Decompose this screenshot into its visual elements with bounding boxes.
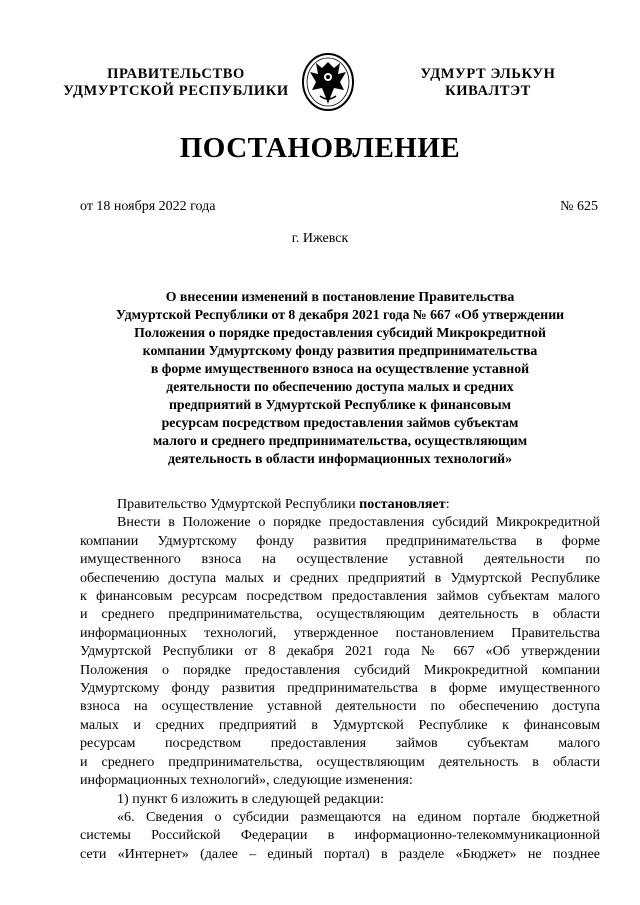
intro-colon: : [445,496,450,512]
body-line: Удмуртской Республики от 8 декабря 2021 года № 667 «Об утверждении [80,643,600,660]
document-body [80,495,600,863]
issuer-line: КИВАЛТЭТ [445,83,531,99]
intro-text: Правительство Удмуртской Республики [117,496,360,512]
subject-line: деятельности по обеспечению доступа малых и средних [166,379,514,394]
body-line: информационных технологий, утвержденное постановлением Правительства [80,624,600,641]
body-line: ресурсам посредством предоставления займов субъектам малого [80,735,600,752]
body-line: обеспечению доступа малых и средних предприятий в Удмуртской Республике [80,569,600,586]
subject-line: О внесении изменений в постановление Правительства [165,289,515,304]
coat-of-arms-icon [300,52,356,112]
body-line: малых и средних предприятий в Удмуртской Республике к финансовым [80,716,600,733]
issuer-line: УДМУРТ ЭЛЬКУН [420,66,556,82]
document-city: г. Ижевск [291,231,349,246]
subject-line: Положения о порядке предоставления субсидий Микрокредитной [134,325,546,340]
body-line: информационных технологий», следующие изменения: [80,772,413,789]
body-line: имущественного взноса на осуществление уставной деятельности по [80,551,600,568]
subject-line: ресурсам посредством предоставления займов субъектам [161,415,519,430]
body-line: Удмуртскому фонду развития предпринимательства в форме имущественного [80,680,600,697]
body-line: 1) пункт 6 изложить в следующей редакции: [117,790,384,807]
subject-line: в форме имущественного взноса на осуществление уставной [150,361,530,376]
document-number: № 625 [560,199,598,214]
intro-keyword: постановляет [359,496,446,512]
subject-line: малого и среднего предпринимательства, осуществляющим [152,433,528,448]
subject-line: предприятий в Удмуртской Республике к финансовым [168,397,512,412]
body-line: к финансовым ресурсам посредством предоставления займов субъектам малого [80,588,600,605]
body-line: «6. Сведения о субсидии размещаются на едином портале бюджетной [117,808,600,825]
issuer-line: УДМУРТСКОЙ РЕСПУБЛИКИ [63,83,289,99]
subject-line: Удмуртской Республики от 8 декабря 2021 года № 667 «Об утверждении [115,307,565,322]
issuer-name-russian [60,66,292,100]
issuer-line: ПРАВИТЕЛЬСТВО [107,66,245,82]
subject-line: деятельность в области информационных технологий» [167,451,512,466]
intro-paragraph [80,495,600,513]
body-line: и среднего предпринимательства, осуществляющим деятельность в области [80,753,600,770]
document-date: от 18 ноября 2022 года [80,199,216,214]
body-line: компании Удмуртскому фонду развития предпринимательства в форме [80,532,600,549]
body-line: Положения о порядке предоставления субсидий Микрокредитной компании [80,661,600,678]
document-title: ПОСТАНОВЛЕНИЕ [179,132,461,164]
body-line: сети «Интернет» (далее – единый портал) в разделе «Бюджет» не позднее [80,845,600,862]
body-line: взноса на осуществление уставной деятельности по обеспечению доступа [80,698,600,715]
body-line: и среднего предпринимательства, осуществляющим деятельность в области [80,606,600,623]
document-subject [80,288,600,468]
issuer-name-udmurt [398,66,578,100]
body-line: Внести в Положение о порядке предоставления субсидий Микрокредитной [117,514,600,531]
body-line: системы Российской Федерации в информационно-телекоммуникационной [80,827,600,844]
subject-line: компании Удмуртскому фонду развития предпринимательства [142,343,538,358]
